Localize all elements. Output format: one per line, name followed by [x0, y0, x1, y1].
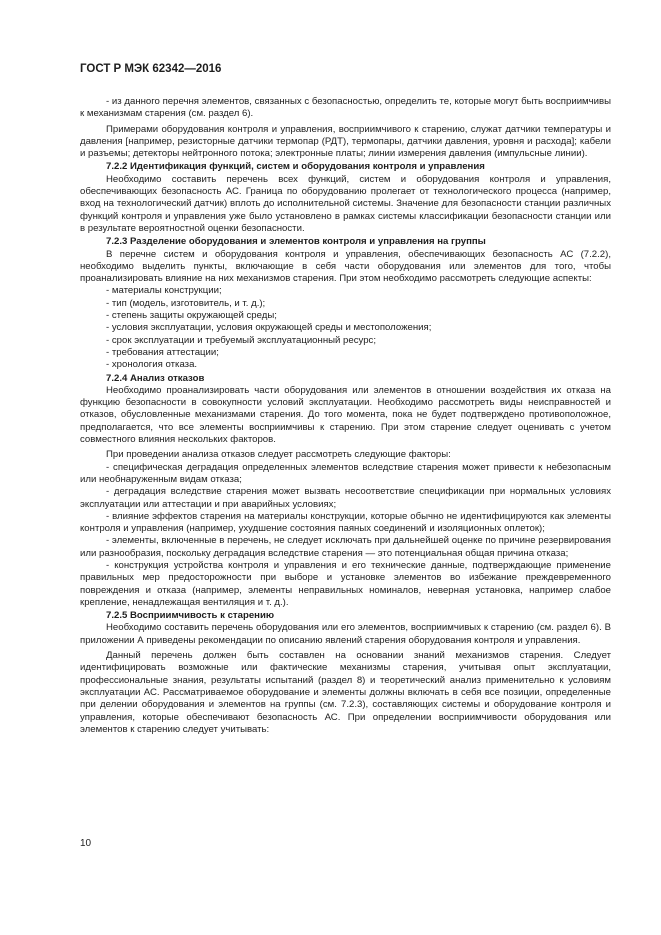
- paragraph: Данный перечень должен быть составлен на основании знаний механизмов старения. Следует идентифицировать возможные или фактические механизмы старения, учитывая опыт эксплуатации, профессиональные знания, результаты испытаний (раздел 8) и теоретический анализ применительно к условиям эксплуатации АС. Рассматриваемое оборудование и элементы должны включать в себя все позиции, определенные при делении оборудования и элементов на группы (см. 7.2.3), составляющих системы и оборудование контроля и управления, которые обеспечивают безопасность АС. При определении восприимчивости оборудования или элементов к старению следует учитывать:: [80, 650, 611, 735]
- list-item: - материалы конструкции;: [106, 285, 222, 297]
- list-item: - срок эксплуатации и требуемый эксплуатационный ресурс;: [106, 334, 376, 346]
- factor-item: - деградация вследствие старения может вызвать несоответствие спецификации при нормальных условиях эксплуатации или аттестации и при аварийных условиях;: [80, 486, 611, 510]
- list-item: - требования аттестации;: [106, 346, 219, 358]
- page-number: 10: [80, 838, 92, 849]
- paragraph: В перечне систем и оборудования контроля и управления, обеспечивающих безопасность АС (7.2.2), необходимо выделить пункты, включающие в себя части оборудования или элементов для того, чтобы проанализировать влияние на них механизмов старения. При этом необходимо рассмотреть следующие аспекты:: [80, 248, 611, 285]
- factor-item: - элементы, включенные в перечень, не следует исключать при дальнейшей оценке по причине резервирования или разнообразия, поскольку деградация вследствие старения — это потенциальная общая причина отказа;: [80, 535, 611, 559]
- document-body: [80, 96, 611, 736]
- subsection-heading-7-2-2: 7.2.2 Идентификация функций, систем и оборудования контроля и управления: [106, 161, 485, 173]
- factor-item: - влияние эффектов старения на материалы конструкции, которые обычно не идентифицируются как элементы контроля и управления (например, ухудшение состояния паяных соединений и изоляционных оплеток);: [80, 510, 611, 535]
- subsection-heading-7-2-3: 7.2.3 Разделение оборудования и элементов контроля и управления на группы: [106, 236, 486, 248]
- subsection-heading-7-2-4: 7.2.4 Анализ отказов: [106, 372, 205, 384]
- aspects-list: [80, 285, 611, 371]
- paragraph: Необходимо проанализировать части оборудования или элементов в отношении воздействия их отказа на функцию безопасности в совокупности условий эксплуатации. Необходимо рассмотреть виды неисправностей и отказов, обусловленные механизмами старения. До того момента, пока не будет подтверждено противоположное, предполагается, что все элементы восприимчивы к старению. При этом старение следует оценивать с учетом совместного влияния нескольких факторов.: [80, 384, 611, 446]
- list-item: - степень защиты окружающей среды;: [106, 310, 277, 322]
- document-header: ГОСТ Р МЭК 62342—2016: [80, 63, 222, 75]
- paragraph: Необходимо составить перечень оборудования или его элементов, восприимчивых к старению (см. раздел 6). В приложении А приведены рекомендации по описанию явлений старения оборудования контроля и управления.: [80, 622, 611, 646]
- paragraph: - из данного перечня элементов, связанных с безопасностью, определить те, которые могут быть восприимчивы к механизмам старения (см. раздел 6).: [80, 96, 611, 120]
- paragraph: При проведении анализа отказов следует рассмотреть следующие факторы:: [106, 449, 451, 461]
- subsection-heading-7-2-5: 7.2.5 Восприимчивость к старению: [106, 610, 275, 622]
- paragraph: Необходимо составить перечень всех функций, систем и оборудования контроля и управления, обеспечивающих безопасность АС. Граница по оборудованию пролегает от технологического процесса (например, вход на технологический датчик) вплоть до исполнительной системы. Значение для безопасности станции различных функций контроля и управления уже было установлено в рамках системы классификации безопасности станции или в результате вероятностной оценки безопасности.: [80, 173, 611, 234]
- list-item: - хронология отказа.: [106, 359, 198, 371]
- factor-item: - конструкция устройства контроля и управления и его технические данные, подтверждающие применение правильных мер предосторожности при выборе и установке элементов во избежание преждевременного повреждения и отказа (например, элементы неправильных номиналов, неверная установка, например слабое крепление, ненадлежащая вентиляция и т. д.).: [80, 559, 611, 608]
- factor-item: - специфическая деградация определенных элементов вследствие старения может привести к небезопасным или необнаруженным видам отказа;: [80, 461, 611, 485]
- list-item: - условия эксплуатации, условия окружающей среды и местоположения;: [106, 322, 432, 334]
- list-item: - тип (модель, изготовитель, и т. д.);: [106, 297, 266, 309]
- paragraph: Примерами оборудования контроля и управления, восприимчивого к старению, служат датчики температуры и давления [например, резисторные датчики термопар (РДТ), термопары, датчики давления, уровня и расхода]; кабели и разъемы; детекторы нейтронного потока; электронные платы; линии измерения давления (импульсные линии).: [80, 123, 611, 160]
